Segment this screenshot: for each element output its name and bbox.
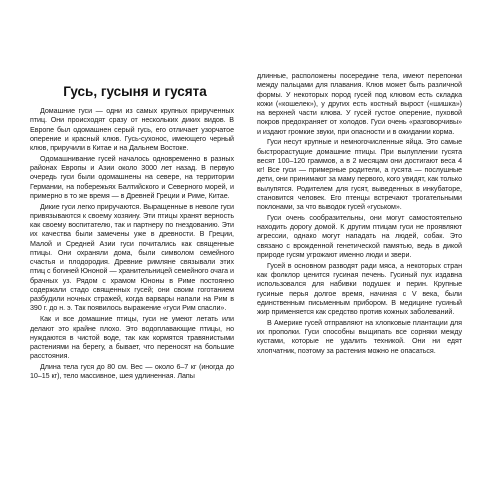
paragraph: Дикие гуси легко приручаются. Выращенные в неволе гуси привязываются к своему хозяину. Эти птицы хранят верность как своему воспитателю, так и партнеру по гнездованию. Эти их качества были замечены уже в древности. В Греции, Малой и Средней Азии гуси почитались как священные птицы. Они охраняли дома, были символом семейного счастья и плодородия. Древние римляне связывали этих птиц с богиней Юноной — хранительницей семейного очага и брачных уз. Рядом с храмом Юноны в Риме постоянно содержали стадо священных гусей; они своим гоготанием разбудили ночных стражей, когда варвары напали на Рим в 390 г. до н. э. Так появилось выражение «гуси Рим спасли». <box>30 202 234 313</box>
right-text-column <box>257 72 462 357</box>
left-text-column <box>30 107 234 383</box>
paragraph: Длина тела гуся до 80 см. Вес — около 6–7 кг (иногда до 10–15 кг), тело массивное, шея удлиненная. Лапы <box>30 363 234 381</box>
page-title: Гусь, гусыня и гусята <box>63 84 207 99</box>
paragraph: Одомашнивание гусей началось одновременно в разных районах Европы и Азии около 3000 лет назад. В первую очередь гуси были одомашнены на севере, на территории Германии, на побережьях Балтийского и Северного морей, и примерно в то же время — в Древней Греции и Риме, Китае. <box>30 154 234 200</box>
paragraph: Гуси очень сообразительны, они могут самостоятельно находить дорогу домой. К другим птицам гуси не проявляют агрессии, однако могут нападать на людей, собак. Это связано с врожденной генетической памятью, ведь в дикой природе гусям угрожают именно люди и звери. <box>257 213 462 259</box>
paragraph: Домашние гуси — одни из самых крупных прирученных птиц. Они происходят сразу от нескольких диких видов. В Европе был одомашнен серый гусь, его отличает узорчатое оперение и красный клюв. Гусь-сухонос, имеющего черный клюв, приручили в Китае и на Дальнем Востоке. <box>30 107 234 152</box>
paragraph: Гусей в основном разводят ради мяса, а некоторых стран как фолклор ценится гусиная печень. Гусиный пух издавна использовался для набивки подушек и перин. Крупные гусиные перья долгое время, начиная с V века, были единственным письменным прибором. В медицине гусиный жир применяется как средство против кожных заболеваний. <box>257 261 462 317</box>
paragraph: Гуси несут крупные и немногочисленные яйца. Это самые быстрорастущие домашние птицы. При вылуплении гусята весят 100–120 граммов, а в 2 месяцам они достигают веса 4 кг! Все гуси — примерные родители, а гусята — послушные дети, они принимают за маму первого, кого увидят, как только вылупятся. Родителем для гусят, выведенных в инкубаторе, становится человек. Его птенцы встречают трогательными поклонами, за что выводок гусей «гуськом». <box>257 138 462 212</box>
paragraph: Как и все домашние птицы, гуси не умеют летать или делают это крайне плохо. Это водоплавающие птицы, но нуждаются в чистой воде, так как кормятся травянистыми растениями на берегу, а бывает, что переносят на большие расстояния. <box>30 315 234 361</box>
paragraph: длинные, расположены посередине тела, имеют перепонки между пальцами для плавания. Клюв может быть различной формы. У некоторых пород гусей под клювом есть складка кожи («кошелек»), у других есть костный вырост («шишка») на верхней части клюва. У гусей густое оперение, пуховой покров предохраняет от холодов. Гуси очень «разговорчивы» и издают громкие звуки, при опасности и в ожидании корма. <box>257 72 462 136</box>
paragraph: В Америке гусей отправляют на хлопковые плантации для их прополки. Гуси способны выщипать все сорняки между кустами, которые не удалить техникой. Они ни едят хлопчатник, поэтому за растения можно не опасаться. <box>257 318 462 355</box>
